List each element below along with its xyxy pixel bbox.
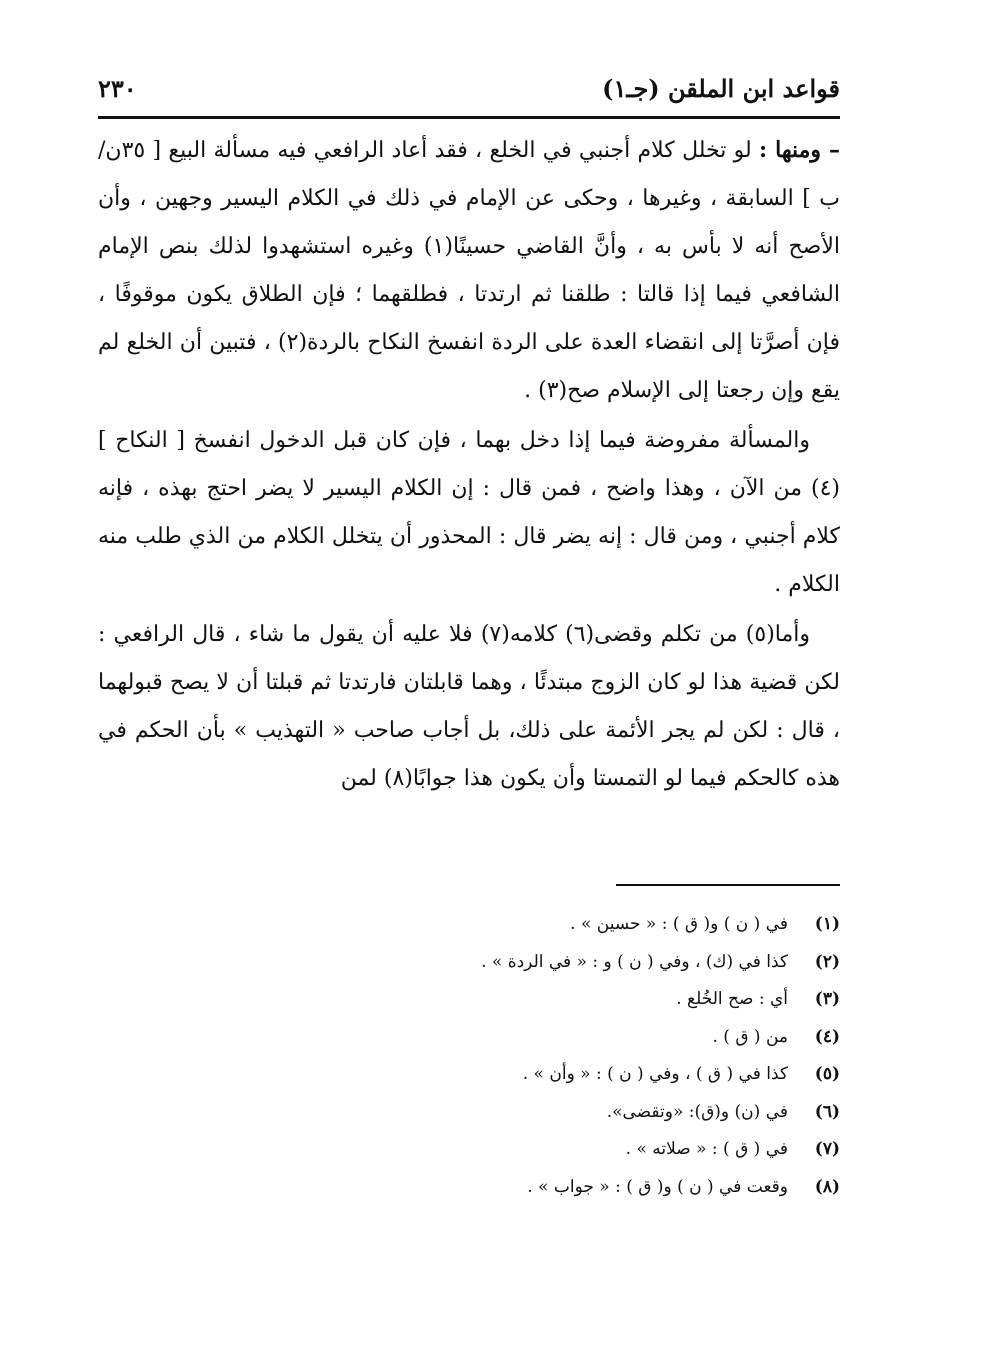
footnote-text: في (ن) و(ق): «وتقضى». [606,1101,788,1122]
footnotes-list [98,906,840,1206]
footnote-number: (٤) [814,1026,840,1047]
footnote-text: في ( ق ) : « صلاته » . [625,1139,788,1159]
footnote-item [98,1169,840,1207]
page-number: ٢٣٠ [98,73,137,103]
footnote-item [98,1094,840,1132]
book-page [98,60,840,1320]
footnote-number: (٧) [814,1139,840,1159]
footnote-text: كذا في (ك) ، وفي ( ن ) و : « في الردة » . [481,951,788,972]
footnote-item [98,906,840,944]
footnote-item [98,1056,840,1094]
header-title: قواعد ابن الملقن (جـ١) [602,73,840,103]
paragraph-1 [98,126,840,415]
main-text [98,126,840,803]
paragraph-text: لو تخلل كلام أجنبي في الخلع ، فقد أعاد الرافعي فيه مسألة البيع [ ٣٥ن/ب ] السابقة ، وغيرها ، وحكى عن الإمام في ذلك في الكلام اليسير وجهين ، وأن الأصح أنه لا بأس به ، وأنَّ القاضي حسينًا(١) وغيره استشهدوا لذلك بنص الإمام الشافعي فيما إذا قالتا : طلقنا ثم ارتدتا ، فطلقهما ؛ فإن الطلاق يكون موقوفًا ، فإن أصرَّتا إلى انقضاء العدة على الردة انفسخ النكاح بالردة(٢) ، فتبين أن الخلع لم يقع وإن رجعتا إلى الإسلام صح(٣) . [98,138,841,403]
footnote-number: (٨) [814,1176,840,1197]
footnote-number: (٥) [814,1064,840,1084]
footnote-item [98,944,840,982]
footnote-text: من ( ق ) . [712,1026,788,1047]
footnote-text: في ( ن ) و( ق ) : « حسين » . [570,914,788,934]
footnote-number: (٣) [814,989,840,1009]
footnote-text: وقعت في ( ن ) و( ق ) : « جواب » . [527,1176,788,1197]
footnote-text: كذا في ( ق ) ، وفي ( ن ) : « وأن » . [522,1064,788,1084]
footnote-item [98,981,840,1019]
paragraph-2 [98,417,840,609]
footnote-number: (٢) [814,951,840,972]
running-header [98,66,840,110]
footnote-item [98,1019,840,1057]
paragraph-text: والمسألة مفروضة فيما إذا دخل بهما ، فإن كان قبل الدخول انفسخ [ النكاح ](٤) من الآن ، وهذا واضح ، فمن قال : إن الكلام اليسير لا يضر احتج بهذه ، فإنه كلام أجنبي ، ومن قال : إنه يضر قال : المحذور أن يتخلل الكلام من الذي طلب منه الكلام . [98,428,841,597]
paragraph-3 [98,611,840,803]
footnote-number: (٦) [814,1101,840,1122]
paragraph-text: وأما(٥) من تكلم وقضى(٦) كلامه(٧) فلا عليه أن يقول ما شاء ، قال الرافعي : لكن قضية هذا لو كان الزوج مبتدئًا ، وهما قابلتان فارتدتا ثم قبلتا أن لا يصح قبولهما ، قال : لكن لم يجر الأئمة على ذلك، بل أجاب صاحب « التهذيب » بأن الحكم في هذه كالحكم فيما لو التمستا وأن يكون هذا جوابًا(٨) لمن [98,622,840,791]
footnote-item [98,1131,840,1169]
footnote-text: أي : صح الخُلع . [676,989,788,1009]
paragraph-lead: – ومنها : [759,137,840,163]
footnote-separator [616,884,840,886]
footnote-number: (١) [814,914,840,934]
header-rule [98,116,840,119]
